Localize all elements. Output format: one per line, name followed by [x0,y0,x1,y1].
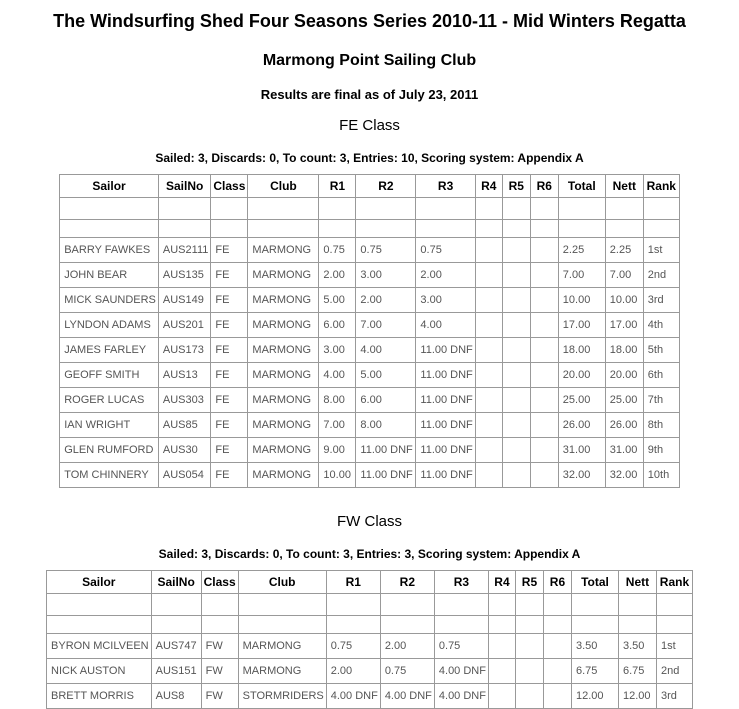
cell-sailno: AUS135 [158,263,210,288]
table-row [60,238,680,263]
table-row [60,288,680,313]
cell-class: FE [211,263,248,288]
cell-r2: 5.00 [356,363,416,388]
cell-total: 20.00 [558,363,605,388]
cell-r6 [530,388,558,413]
cell-r2: 0.75 [356,238,416,263]
cell-total: 7.00 [558,263,605,288]
cell-rank: 10th [643,463,679,488]
empty-cell [151,616,201,634]
cell-r4 [475,463,502,488]
empty-cell [515,594,543,616]
cell-sailor: JAMES FARLEY [60,338,159,363]
cell-r5 [502,363,530,388]
results-table [46,570,693,709]
cell-sailno: AUS2111 [158,238,210,263]
column-header-r3: R3 [434,571,488,594]
cell-r1: 3.00 [319,338,356,363]
cell-rank: 2nd [643,263,679,288]
cell-total: 10.00 [558,288,605,313]
empty-cell [515,616,543,634]
cell-r3: 11.00 DNF [416,463,475,488]
cell-r4 [475,363,502,388]
cell-r5 [502,313,530,338]
cell-r4 [488,659,515,684]
cell-sailno: AUS8 [151,684,201,709]
class-heading: FE Class [339,117,400,134]
empty-cell [643,198,679,220]
cell-r4 [488,684,515,709]
cell-rank: 3rd [643,288,679,313]
cell-nett: 25.00 [605,388,643,413]
empty-cell [643,220,679,238]
cell-club: MARMONG [248,313,319,338]
column-header-r3: R3 [416,175,475,198]
cell-r3: 4.00 [416,313,475,338]
cell-class: FE [211,438,248,463]
cell-r4 [475,388,502,413]
cell-sailor: NICK AUSTON [47,659,152,684]
column-header-rank: Rank [656,571,692,594]
table-row [47,659,693,684]
cell-r2: 7.00 [356,313,416,338]
cell-r4 [475,413,502,438]
cell-sailor: ROGER LUCAS [60,388,159,413]
empty-cell [60,198,159,220]
cell-rank: 9th [643,438,679,463]
empty-cell [416,198,475,220]
cell-sailno: AUS30 [158,438,210,463]
cell-r5 [502,388,530,413]
cell-r4 [475,313,502,338]
empty-cell [380,616,434,634]
empty-cell [319,198,356,220]
empty-cell [618,594,656,616]
cell-class: FW [201,659,238,684]
cell-r2: 11.00 DNF [356,438,416,463]
empty-cell [543,616,571,634]
cell-sailor: TOM CHINNERY [60,463,159,488]
empty-cell [238,594,326,616]
empty-cell [488,616,515,634]
cell-class: FW [201,634,238,659]
cell-class: FE [211,363,248,388]
cell-nett: 7.00 [605,263,643,288]
empty-cell [356,220,416,238]
cell-r6 [530,313,558,338]
cell-r2: 0.75 [380,659,434,684]
cell-sailno: AUS201 [158,313,210,338]
cell-r6 [530,413,558,438]
cell-sailno: AUS747 [151,634,201,659]
cell-r6 [530,363,558,388]
cell-r1: 10.00 [319,463,356,488]
cell-sailno: AUS173 [158,338,210,363]
column-header-r2: R2 [356,175,416,198]
cell-r1: 4.00 DNF [326,684,380,709]
cell-rank: 1st [656,634,692,659]
cell-nett: 32.00 [605,463,643,488]
cell-r3: 11.00 DNF [416,388,475,413]
cell-r3: 0.75 [416,238,475,263]
cell-class: FE [211,463,248,488]
cell-nett: 10.00 [605,288,643,313]
cell-r3: 4.00 DNF [434,684,488,709]
cell-r3: 3.00 [416,288,475,313]
empty-cell [434,594,488,616]
cell-sailor: IAN WRIGHT [60,413,159,438]
cell-rank: 5th [643,338,679,363]
cell-sailor: GEOFF SMITH [60,363,159,388]
cell-class: FE [211,238,248,263]
cell-sailor: BRETT MORRIS [47,684,152,709]
cell-r1: 2.00 [326,659,380,684]
table-row [60,338,680,363]
cell-nett: 26.00 [605,413,643,438]
cell-r3: 2.00 [416,263,475,288]
cell-r3: 11.00 DNF [416,413,475,438]
cell-r5 [502,413,530,438]
cell-r5 [502,263,530,288]
cell-r6 [530,238,558,263]
cell-r5 [515,659,543,684]
empty-cell [248,220,319,238]
empty-cell [158,198,210,220]
cell-total: 3.50 [571,634,618,659]
empty-cell [502,198,530,220]
cell-total: 32.00 [558,463,605,488]
cell-r3: 11.00 DNF [416,363,475,388]
cell-r1: 0.75 [326,634,380,659]
cell-r3: 11.00 DNF [416,438,475,463]
empty-cell [618,616,656,634]
table-row [60,413,680,438]
column-header-sailno: SailNo [158,175,210,198]
cell-total: 26.00 [558,413,605,438]
cell-sailor: MICK SAUNDERS [60,288,159,313]
cell-r1: 4.00 [319,363,356,388]
empty-cell [47,616,152,634]
empty-cell [571,616,618,634]
column-header-class: Class [201,571,238,594]
cell-nett: 17.00 [605,313,643,338]
column-header-r6: R6 [530,175,558,198]
column-header-sailor: Sailor [47,571,152,594]
cell-club: MARMONG [248,238,319,263]
cell-sailor: BARRY FAWKES [60,238,159,263]
column-header-r6: R6 [543,571,571,594]
empty-row [47,616,693,634]
column-header-r2: R2 [380,571,434,594]
class-section [0,513,739,709]
results-status-line: Results are final as of July 23, 2011 [260,87,479,102]
empty-cell [326,616,380,634]
cell-club: MARMONG [238,634,326,659]
cell-club: MARMONG [248,288,319,313]
cell-r4 [488,634,515,659]
cell-r2: 6.00 [356,388,416,413]
cell-nett: 12.00 [618,684,656,709]
cell-r2: 11.00 DNF [356,463,416,488]
column-header-total: Total [571,571,618,594]
empty-cell [558,220,605,238]
cell-total: 25.00 [558,388,605,413]
header-row [47,571,693,594]
cell-rank: 6th [643,363,679,388]
cell-class: FE [211,338,248,363]
cell-sailno: AUS85 [158,413,210,438]
cell-total: 31.00 [558,438,605,463]
results-sections [0,117,739,709]
cell-r6 [543,659,571,684]
cell-sailno: AUS13 [158,363,210,388]
empty-cell [238,616,326,634]
empty-row [47,594,693,616]
cell-sailor: BYRON MCILVEEN [47,634,152,659]
column-header-total: Total [558,175,605,198]
cell-r6 [530,438,558,463]
cell-r1: 5.00 [319,288,356,313]
empty-cell [248,198,319,220]
empty-cell [201,594,238,616]
table-row [60,313,680,338]
results-table [59,174,680,488]
column-header-rank: Rank [643,175,679,198]
cell-r4 [475,263,502,288]
empty-cell [502,220,530,238]
cell-nett: 6.75 [618,659,656,684]
column-header-nett: Nett [605,175,643,198]
club-name: Marmong Point Sailing Club [262,52,477,69]
column-header-r1: R1 [319,175,356,198]
cell-r2: 2.00 [380,634,434,659]
cell-r2: 3.00 [356,263,416,288]
cell-sailor: JOHN BEAR [60,263,159,288]
table-row [60,363,680,388]
cell-sailno: AUS149 [158,288,210,313]
column-header-club: Club [238,571,326,594]
empty-cell [656,616,692,634]
cell-r4 [475,438,502,463]
cell-sailor: GLEN RUMFORD [60,438,159,463]
cell-r2: 2.00 [356,288,416,313]
scoring-summary: Sailed: 3, Discards: 0, To count: 3, Entries: 3, Scoring system: Appendix A [158,547,581,561]
empty-cell [488,594,515,616]
cell-r6 [543,684,571,709]
cell-nett: 20.00 [605,363,643,388]
empty-cell [47,594,152,616]
cell-club: MARMONG [248,338,319,363]
cell-class: FW [201,684,238,709]
header-row [60,175,680,198]
cell-r3: 11.00 DNF [416,338,475,363]
cell-r4 [475,338,502,363]
empty-row [60,198,680,220]
empty-cell [558,198,605,220]
empty-cell [416,220,475,238]
cell-club: MARMONG [248,263,319,288]
empty-cell [543,594,571,616]
empty-cell [475,220,502,238]
cell-rank: 8th [643,413,679,438]
cell-r5 [502,238,530,263]
empty-cell [158,220,210,238]
cell-club: MARMONG [248,388,319,413]
cell-r3: 0.75 [434,634,488,659]
cell-r6 [543,634,571,659]
cell-r2: 4.00 DNF [380,684,434,709]
cell-total: 18.00 [558,338,605,363]
column-header-r5: R5 [515,571,543,594]
cell-r1: 8.00 [319,388,356,413]
cell-rank: 3rd [656,684,692,709]
empty-cell [211,220,248,238]
class-section [0,117,739,488]
cell-sailno: AUS151 [151,659,201,684]
empty-cell [319,220,356,238]
cell-r1: 9.00 [319,438,356,463]
cell-total: 17.00 [558,313,605,338]
cell-r5 [502,463,530,488]
column-header-r1: R1 [326,571,380,594]
cell-r4 [475,288,502,313]
empty-row [60,220,680,238]
cell-rank: 1st [643,238,679,263]
cell-nett: 2.25 [605,238,643,263]
cell-nett: 18.00 [605,338,643,363]
cell-r5 [502,288,530,313]
empty-cell [605,220,643,238]
cell-r6 [530,338,558,363]
class-heading: FW Class [337,513,402,530]
table-row [47,634,693,659]
column-header-r4: R4 [475,175,502,198]
empty-cell [475,198,502,220]
empty-cell [530,198,558,220]
cell-sailor: LYNDON ADAMS [60,313,159,338]
cell-r2: 8.00 [356,413,416,438]
cell-sailno: AUS054 [158,463,210,488]
column-header-sailno: SailNo [151,571,201,594]
cell-rank: 4th [643,313,679,338]
empty-cell [211,198,248,220]
column-header-class: Class [211,175,248,198]
cell-r5 [502,338,530,363]
cell-total: 12.00 [571,684,618,709]
cell-r6 [530,463,558,488]
cell-r4 [475,238,502,263]
cell-club: MARMONG [248,363,319,388]
column-header-r4: R4 [488,571,515,594]
column-header-r5: R5 [502,175,530,198]
table-row [60,438,680,463]
cell-club: MARMONG [238,659,326,684]
empty-cell [326,594,380,616]
cell-r3: 4.00 DNF [434,659,488,684]
column-header-nett: Nett [618,571,656,594]
column-header-club: Club [248,175,319,198]
cell-class: FE [211,413,248,438]
cell-total: 6.75 [571,659,618,684]
column-header-sailor: Sailor [60,175,159,198]
table-row [60,388,680,413]
cell-club: MARMONG [248,438,319,463]
cell-r6 [530,263,558,288]
empty-cell [530,220,558,238]
cell-r2: 4.00 [356,338,416,363]
empty-cell [201,616,238,634]
cell-nett: 31.00 [605,438,643,463]
cell-club: MARMONG [248,413,319,438]
cell-class: FE [211,313,248,338]
empty-cell [60,220,159,238]
cell-r5 [515,634,543,659]
table-row [60,263,680,288]
empty-cell [356,198,416,220]
empty-cell [605,198,643,220]
page-title: The Windsurfing Shed Four Seasons Series 2010-11 - Mid Winters Regatta [53,11,686,31]
table-row [47,684,693,709]
cell-r1: 7.00 [319,413,356,438]
table-row [60,463,680,488]
cell-club: MARMONG [248,463,319,488]
cell-class: FE [211,388,248,413]
cell-r1: 2.00 [319,263,356,288]
cell-r5 [502,438,530,463]
cell-class: FE [211,288,248,313]
cell-nett: 3.50 [618,634,656,659]
empty-cell [151,594,201,616]
empty-cell [656,594,692,616]
scoring-summary: Sailed: 3, Discards: 0, To count: 3, Entries: 10, Scoring system: Appendix A [155,151,584,165]
cell-rank: 7th [643,388,679,413]
cell-r1: 0.75 [319,238,356,263]
empty-cell [380,594,434,616]
empty-cell [571,594,618,616]
cell-sailno: AUS303 [158,388,210,413]
cell-total: 2.25 [558,238,605,263]
cell-r5 [515,684,543,709]
cell-r6 [530,288,558,313]
empty-cell [434,616,488,634]
cell-r1: 6.00 [319,313,356,338]
cell-club: STORMRIDERS [238,684,326,709]
cell-rank: 2nd [656,659,692,684]
